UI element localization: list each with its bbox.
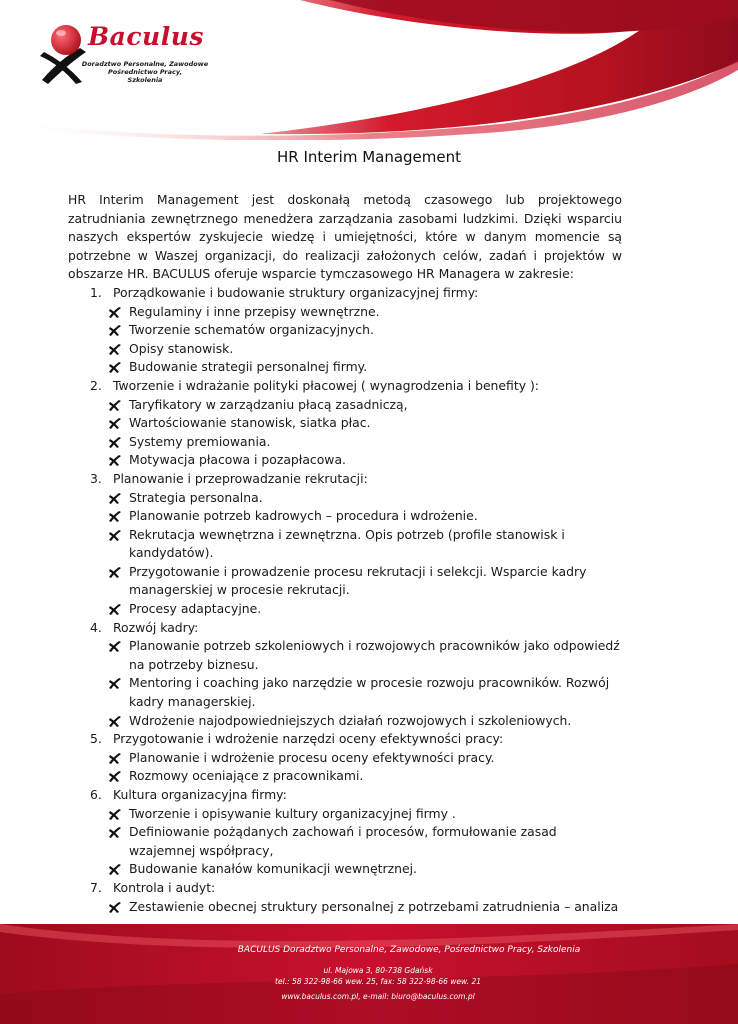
bullet-x-icon [108, 715, 122, 727]
bullet-text: Planowanie i wdrożenie procesu oceny efektywności pracy. [129, 749, 495, 765]
bullet-text: Rozmowy oceniające z pracownikami. [129, 768, 364, 784]
section-number: 2. [90, 377, 102, 393]
bullet-x-icon [108, 770, 122, 782]
section-title: Rozwój kadry: [113, 619, 199, 635]
bullet-text: Procesy adaptacyjne. [129, 601, 262, 617]
bullet-x-icon [108, 361, 122, 373]
bullet-item [68, 600, 622, 619]
section-title: Porządkowanie i budowanie struktury organizacyjnej firmy: [113, 284, 479, 300]
bullet-text: Tworzenie i opisywanie kultury organizacyjnej firmy . [129, 805, 456, 821]
bullet-text: Przygotowanie i prowadzenie procesu rekrutacji i selekcji. Wsparcie kadry managerskiej w procesie rekrutacji. [129, 563, 587, 598]
section-bullets [68, 489, 622, 619]
section-heading [68, 284, 622, 303]
section-number: 4. [90, 619, 102, 635]
section-title: Tworzenie i wdrażanie polityki płacowej ( wynagrodzenia i benefity ): [113, 377, 539, 393]
intro-paragraph: HR Interim Management jest doskonałą metodą czasowego lub projektowego zatrudniania zewnętrznego menedżera zarządzania zasobami ludzkimi. Dzięki wsparciu naszych ekspertów zyskujecie wiedzę i umiejętności, które w danym momencie są potrzebne w Waszej organizacji, do realizacji założonych celów, zadań i projektów w obszarze HR. BACULUS oferuje wsparcie tymczasowego HR Managera w zakresie: [68, 192, 622, 282]
bullet-item [68, 321, 622, 340]
bullet-item [68, 451, 622, 470]
section-bullets [68, 303, 622, 377]
page-footer [0, 924, 738, 1024]
logo-wordmark: Baculus [88, 22, 204, 51]
document-title: HR Interim Management [276, 148, 462, 166]
section-item [68, 377, 622, 470]
bullet-text: Budowanie kanałów komunikacji wewnętrznej. [129, 861, 417, 877]
section-title: Kultura organizacyjna firmy: [113, 787, 287, 802]
section-number: 6. [90, 787, 102, 802]
section-item [68, 284, 622, 377]
bullet-x-icon [108, 808, 122, 820]
section-heading [68, 730, 622, 749]
bullet-x-icon [108, 492, 122, 504]
bullet-x-icon [108, 399, 122, 411]
section-bullets [68, 898, 622, 917]
section-item [68, 470, 622, 619]
bullet-text: Wdrożenie najodpowiedniejszych działań rozwojowych i szkoleniowych. [129, 712, 572, 728]
section-bullets [68, 637, 622, 730]
bullet-item [68, 637, 622, 674]
section-bullets [68, 805, 622, 879]
footer-address: ul. Majowa 3, 80-738 Gdańsk [323, 966, 433, 975]
bullet-item [68, 396, 622, 415]
bullet-item [68, 433, 622, 452]
bullet-text: Regulaminy i inne przepisy wewnętrzne. [129, 303, 380, 319]
bullet-item [68, 823, 622, 860]
bullet-text: Opisy stanowisk. [129, 340, 234, 356]
section-item [68, 786, 622, 879]
section-bullets [68, 749, 622, 786]
bullet-x-icon [108, 417, 122, 429]
bullet-x-icon [108, 677, 122, 689]
bullet-text: Mentoring i coaching jako narzędzie w procesie rozwoju pracowników. Rozwój kadry managerskiej. [129, 675, 610, 710]
bullet-text: Rekrutacja wewnętrzna i zewnętrzna. Opis potrzeb (profile stanowisk i kandydatów). [129, 526, 565, 561]
bullet-text: Wartościowanie stanowisk, siatka płac. [129, 415, 371, 431]
baculus-logo [36, 18, 209, 98]
document-body [68, 191, 622, 916]
bullet-item [68, 563, 622, 600]
bullet-item [68, 674, 622, 711]
bullet-x-icon [108, 510, 122, 522]
bullet-x-icon [108, 454, 122, 466]
bullet-item [68, 898, 622, 917]
bullet-x-icon [108, 640, 122, 652]
section-heading [68, 377, 622, 396]
section-heading [68, 879, 622, 898]
section-item [68, 619, 622, 731]
section-title: Kontrola i audyt: [113, 879, 216, 895]
bullet-text: Budowanie strategii personalnej firmy. [129, 359, 368, 375]
bullet-text: Motywacja płacowa i pozapłacowa. [129, 452, 346, 468]
tagline-line-2: Pośrednictwo Pracy, [107, 68, 183, 76]
section-title: Przygotowanie i wdrożenie narzędzi oceny efektywności pracy: [113, 731, 504, 747]
section-heading [68, 619, 622, 638]
bullet-text: Definiowanie pożądanych zachowań i procesów, formułowanie zasad wzajemnej współpracy, [129, 824, 557, 858]
section-heading [68, 786, 622, 805]
section-heading [68, 470, 622, 489]
section-number: 1. [90, 284, 102, 300]
page-header [0, 0, 738, 140]
bullet-x-icon [108, 436, 122, 448]
bullet-item [68, 749, 622, 768]
section-number: 3. [90, 470, 102, 486]
footer-phones: tel.: 58 322-98-66 wew. 25, fax: 58 322-98-66 wew. 21 [275, 977, 481, 986]
bullet-item [68, 507, 622, 526]
bullet-x-icon [108, 826, 122, 838]
footer-web: www.baculus.com.pl, e-mail: biuro@baculus.com.pl [281, 992, 475, 1001]
tagline-line-3: Szkolenia [127, 76, 163, 84]
bullet-item [68, 805, 622, 824]
bullet-text: Tworzenie schematów organizacyjnych. [129, 322, 374, 338]
bullet-item [68, 303, 622, 322]
section-number: 7. [90, 879, 102, 895]
bullet-x-icon [108, 529, 122, 541]
bullet-x-icon [108, 863, 122, 875]
sections-list [68, 284, 622, 916]
bullet-text: Systemy premiowania. [129, 433, 271, 449]
bullet-x-icon [108, 343, 122, 355]
bullet-x-icon [108, 324, 122, 336]
bullet-item [68, 489, 622, 508]
bullet-x-icon [108, 603, 122, 615]
bullet-item [68, 526, 622, 563]
bullet-item [68, 414, 622, 433]
bullet-x-icon [108, 752, 122, 764]
bullet-text: Strategia personalna. [129, 489, 263, 505]
bullet-item [68, 340, 622, 359]
bullet-text: Zestawienie obecnej struktury personalnej z potrzebami zatrudnienia – analiza [129, 898, 619, 914]
section-item [68, 730, 622, 786]
section-item [68, 879, 622, 916]
footer-company: BACULUS Doradztwo Personalne, Zawodowe, Pośrednictwo Pracy, Szkolenia [237, 945, 581, 955]
bullet-item [68, 712, 622, 731]
tagline-line-1: Doradztwo Personalne, Zawodowe [81, 60, 209, 68]
bullet-x-icon [108, 566, 122, 578]
section-title: Planowanie i przeprowadzanie rekrutacji: [113, 470, 368, 486]
bullet-item [68, 860, 622, 879]
bullet-item [68, 358, 622, 377]
section-bullets [68, 396, 622, 470]
logo-tagline [80, 60, 210, 84]
section-number: 5. [90, 731, 102, 747]
bullet-x-icon [108, 306, 122, 318]
bullet-item [68, 767, 622, 786]
bullet-x-icon [108, 901, 122, 913]
bullet-text: Planowanie potrzeb szkoleniowych i rozwojowych pracowników jako odpowiedź na potrzeby biznesu. [129, 638, 620, 672]
bullet-text: Planowanie potrzeb kadrowych – procedura i wdrożenie. [129, 508, 478, 524]
bullet-text: Taryfikatory w zarządzaniu płacą zasadniczą, [129, 396, 408, 412]
